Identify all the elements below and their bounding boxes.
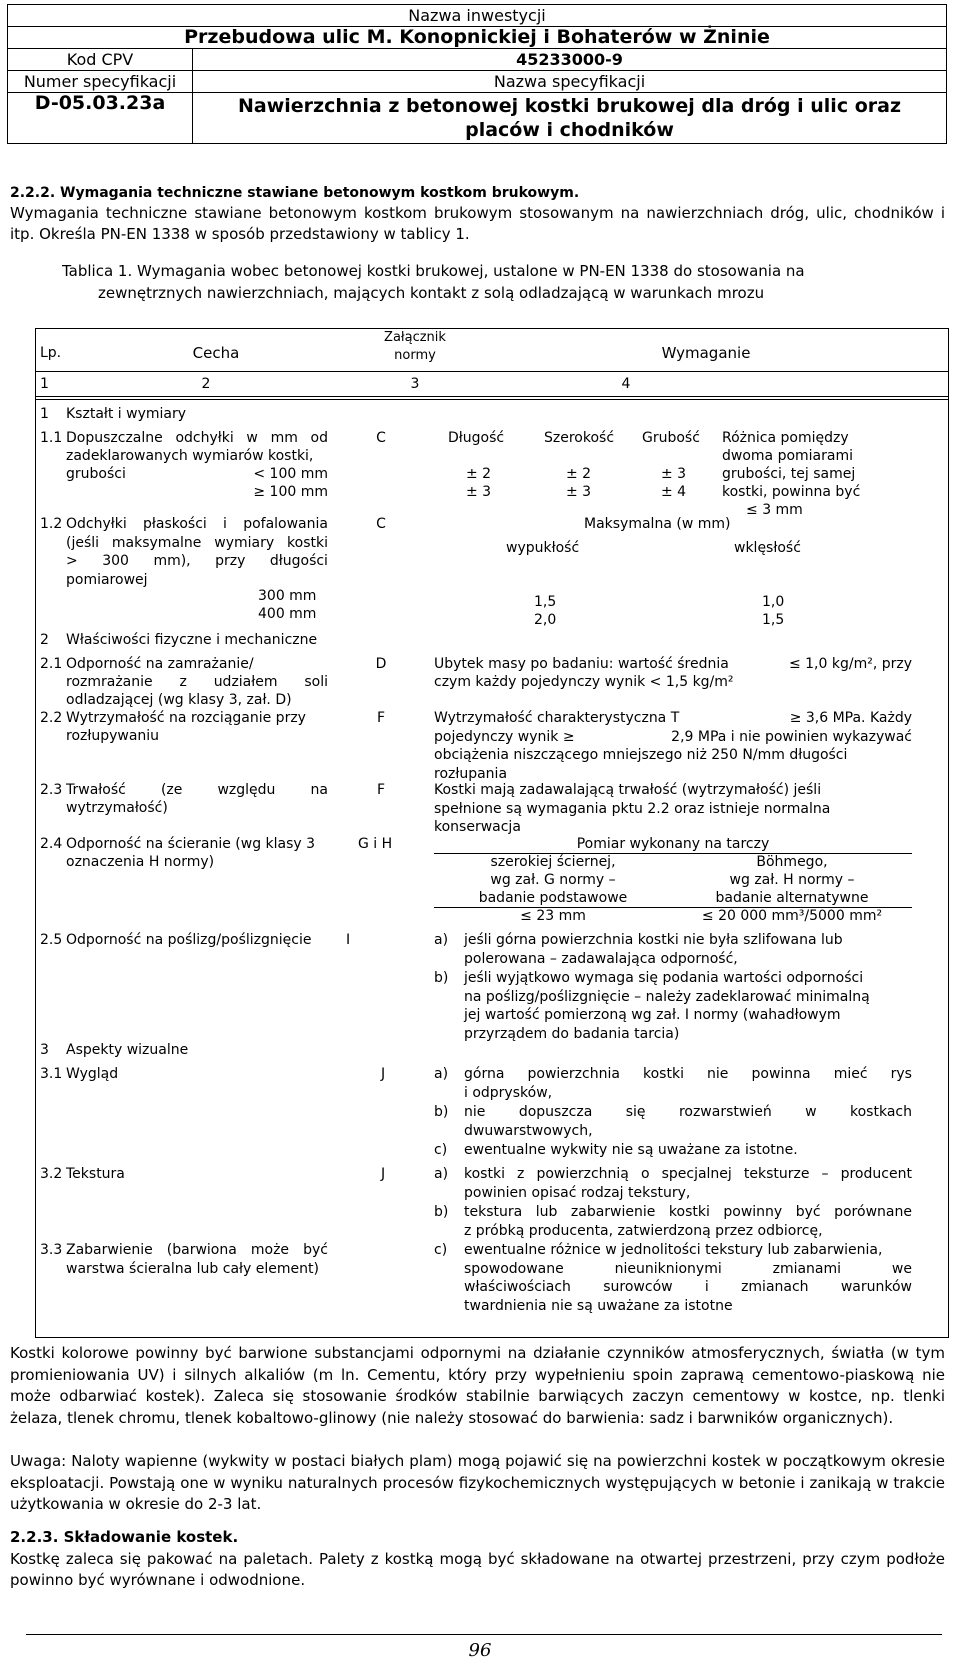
row-1-2-wkleslosc: wklęsłość [734,540,801,556]
row-2-4-a-line3: badanie podstawowe [478,890,628,906]
col-header-wymaganie: Wymaganie [661,344,751,362]
row-2-3-wym-line1: Kostki mają zadawalającą trwałość (wytrzymałość) jeśli [434,782,822,798]
row-3-2-a-label: a) [434,1166,449,1182]
row-2-5-lp: 2.5 [40,932,63,948]
col-header-cecha: Cecha [192,344,240,362]
col-num-2: 2 [201,376,211,392]
row-2-4-cecha [66,835,328,871]
row-1-1-v1b: ± 2 [566,466,592,482]
row-2-1-wym-line2: czym każdy pojedynczy wynik < 1,5 kg/m² [434,674,734,690]
row-3-3-c-label: c) [434,1242,448,1258]
row-2-4-zal: G i H [358,836,393,852]
numbering-line-double [36,399,948,400]
row-3-3-c-line4: twardnienia nie są uważane za istotne [464,1297,733,1314]
row-2-4-b-line3: badanie alternatywne [715,890,869,906]
row-1-2-400: 400 mm [258,606,317,622]
row-2-1-lp: 2.1 [40,656,63,672]
row-1-2-cecha-line4: pomiarowej [66,571,148,588]
row-3-3-c-line1: ewentualne różnice w jednolitości tekstury lub zabarwienia, [464,1242,883,1258]
roznica-line1: Różnica pomiędzy [722,430,849,446]
numer-specyfikacji: D-05.03.23a [8,93,193,144]
row-1-1-cecha-line3: grubości [66,466,126,482]
row-2-1-cecha-line1: Odporność na zamrażanie/ [66,656,254,672]
row-2-3-cecha-line2: wytrzymałość) [66,800,168,816]
row-2-4-b-val: 20 000 mm³/5000 mm² [718,908,883,924]
row-2-4-a-line1: szerokiej ściernej, [490,854,616,870]
row-2-5-b-text [464,969,914,1043]
row-1-1-zal: C [376,430,386,446]
row-3-1-a-text: górna powierzchnia kostki nie powinna mieć rys i odprysków, [464,1066,912,1101]
group-2-lp: 2 [40,632,49,648]
row-1-1-cecha: Dopuszczalne odchyłki w mm od zadeklarowanych wymiarów kostki, grubości < 100 mm ≥ 100 mm [66,430,328,500]
row-2-5-cecha: Odporność na poślizg/poślizgnięcie [66,932,312,948]
section-222-heading: 2.2.2. Wymagania techniczne stawiane betonowym kostkom brukowym. [10,185,580,201]
row-2-4-cecha-line1: Odporność na ścieranie (wg klasy 3 [66,836,316,852]
row-2-5-a-line1: jeśli górna powierzchnia kostki nie była szlifowana lub [464,932,843,948]
ge-symbol: ≥ [253,484,266,500]
row-3-3-cecha-line2: warstwa ścieralna lub cały element) [66,1260,319,1277]
row-1-1-ge100: 100 mm [269,484,328,500]
row-2-1-wym-line1b: 1,0 kg/m², przy [805,656,912,672]
row-3-1-a-label: a) [434,1066,449,1082]
row-2-3-zal: F [376,782,386,798]
row-2-5-zal: I [346,932,351,948]
section-223-paragraph: Kostkę zaleca się pakować na paletach. Palety z kostką mogą być składowane na otwartej przestrzeni, przy czym podłoże powinno być wyrównane i odwodnione. [10,1550,945,1589]
group-1-title: Kształt i wymiary [66,406,187,422]
row-2-3-lp: 2.3 [40,782,63,798]
row-2-5-b-line1: jeśli wyjątkowo wymaga się podania wartości odporności [464,970,864,986]
row-2-4-cecha-line2: oznaczenia H normy) [66,854,215,870]
nazwa-specyfikacji: Nawierzchnia z betonowej kostki brukowej dla dróg i ulic oraz placów i chodników [193,93,947,144]
roznica-line4: kostki, powinna być [722,484,861,500]
row-2-1-cecha-line3: odladzającej (wg klasy 3, zał. D) [66,692,292,708]
row-1-1-v2a: ± 3 [466,484,492,500]
row-2-3-wym-line2: spełnione są wymagania pktu 2.2 oraz istnieje normalna [434,800,831,817]
row-2-5-b-line3: jej wartość pomierzoną wg zał. I normy (wahadłowym [464,1007,841,1023]
kolorowe-paragraph: Kostki kolorowe powinny być barwione substancjami odpornymi na działanie czynników atmosferycznych, światła (w tym promieniowania UV) i silnych alkaliów (m ln. Cementu, który przy wypełnieniu spoin zaprawą cementowo-piaskową nie może odbarwiać kostek). Zaleca się stosowanie środków stabilnie barwiących zaczyn cementowy w kostce, np. tlenki żelaza, tlenek chromu, tlenek kobaltowo-glinowy (nie należy stosować do barwienia: sadz i barwników organicznych). [10,1344,945,1427]
row-3-2-cecha: Tekstura [66,1166,125,1182]
row-3-1-lp: 3.1 [40,1066,63,1082]
row-1-1-dlugosc: Długość [448,430,505,446]
row-2-2-wym-line3: obciążenia niszczącego mniejszego niż 250 N/mm długości [434,747,848,763]
row-2-2-wym-line1a: Wytrzymałość charakterystyczna T [434,710,680,726]
row-1-2-v2a: 2,0 [534,612,557,628]
col-header-zalacznik: Załącznik normy [384,330,446,363]
header-line [36,371,948,372]
row-2-4-pomiar: Pomiar wykonany na tarczy [576,836,770,852]
col-header-lp: Lp. [40,345,62,361]
row-2-5-a-line2: polerowana – zadawalająca odporność, [464,950,738,967]
row-1-1-roznica [722,429,860,519]
row-3-3-c-text: ewentualne różnice w jednolitości tekstury lub zabarwienia, spowodowane nieuniknionymi zmianami we właściwościach surowców i zmianach warunków twardnienia nie są uważane za istotne [464,1242,912,1314]
nazwa-specyfikacji-label: Nazwa specyfikacji [193,71,947,93]
row-2-2-lp: 2.2 [40,710,63,726]
le-symbol: ≤ [701,908,714,924]
row-2-4-a-val: 23 mm [536,908,586,924]
page-number: 96 [468,1640,492,1661]
row-1-2-300: 300 mm [258,588,317,604]
ge-symbol: ≥ [789,710,802,726]
col-num-4: 4 [621,376,631,392]
row-2-4-a-line2: wg zał. G normy – [490,872,616,888]
numbering-line [36,396,948,397]
row-2-2-zal: F [376,710,386,726]
row-2-4-lp: 2.4 [40,836,63,852]
row-1-1-v1c: ± 3 [661,466,687,482]
kod-cpv-label: Kod CPV [8,49,193,71]
row-2-5-b-line4: przyrządem do badania tarcia) [464,1025,680,1042]
row-1-2-lp: 1.2 [40,516,63,532]
row-1-2-v1b: 1,0 [762,594,785,610]
roznica-line2: dwoma pomiarami [722,448,853,464]
row-3-1-c-text: ewentualne wykwity nie są uważane za istotne. [464,1142,798,1158]
row-2-2-cecha-line1: Wytrzymałość na rozciąganie przy [66,710,306,726]
uwaga-paragraph: Uwaga: Naloty wapienne (wykwity w postaci białych plam) mogą pojawić się na powierzchni kostek w początkowym okresie eksploatacji. Powstają one w wyniku naturalnych procesów fizykochemicznych występujących w betonie i zanikają w trakcie użytkowania w okresie do 2-3 lat. [10,1452,945,1513]
requirements-table [35,328,949,1338]
row-2-4-col-b [672,853,912,907]
row-3-2-a-line2: powinien opisać rodzaj tekstury, [464,1184,691,1201]
row-3-1-b-text: nie dopuszcza się rozwarstwień w kostkach dwuwarstwowych, [464,1104,912,1139]
col-num-1: 1 [40,376,49,392]
row-1-1-cecha-line2: zadeklarowanych wymiarów kostki, [66,448,314,464]
row-3-2-b-line2: z próbką producenta, zatwierdzoną przez odbiorcę, [464,1222,823,1239]
le-symbol: ≤ [746,502,758,518]
row-1-1-grubosc: Grubość [642,430,700,446]
row-2-1-cecha: Odporność na zamrażanie/ rozmrażanie z udziałem soli odladzającej (wg klasy 3, zał. D) [66,656,328,708]
row-2-2-cecha-line2: rozłupywaniu [66,728,160,744]
ge-symbol: ≥ [562,728,575,745]
group-2-title: Właściwości fizyczne i mechaniczne [66,632,318,648]
row-2-4-b-line2: wg zał. H normy – [729,872,855,888]
row-3-2-zal: J [381,1166,386,1182]
row-3-1-a-line2: i odprysków, [464,1084,553,1101]
row-2-4-a-val-cell [434,907,672,926]
row-3-2-b-text: tekstura lub zabarwienie kostki powinny być porównane z próbką producenta, zatwierdzoną przez odbiorcę, [464,1204,912,1239]
row-2-3-cecha: Trwałość (ze względu na wytrzymałość) [66,782,328,816]
row-2-1-wymaganie [434,655,912,691]
roznica-line5: 3 mm [762,502,803,518]
section-223-heading: 2.2.3. Składowanie kostek. [10,1528,239,1546]
row-1-1-lt100: < 100 mm [253,466,328,482]
group-3-title: Aspekty wizualne [66,1042,189,1058]
col-num-3: 3 [410,376,420,392]
row-3-3-lp: 3.3 [40,1242,63,1258]
group-3-lp: 3 [40,1042,49,1058]
row-2-5-a-label: a) [434,932,449,948]
row-3-1-cecha: Wygląd [66,1066,119,1082]
row-3-1-c-label: c) [434,1142,448,1158]
row-3-1-zal: J [381,1066,386,1082]
row-1-2-maks: Maksymalna (w mm) [584,516,731,532]
row-2-4-col-a [434,853,672,907]
row-2-2-wymaganie [434,709,912,783]
footer-line [26,1634,942,1635]
row-1-1-lp: 1.1 [40,430,63,446]
section-222-paragraph: Wymagania techniczne stawiane betonowym kostkom brukowym stosowanym na nawierzchniach dróg, ulic, chodników i itp. Określa PN-EN 1338 w sposób przedstawiony w tablicy 1. [10,204,945,243]
row-1-2-v2b: 1,5 [762,612,785,628]
nazwa-inwestycji-label: Nazwa inwestycji [8,5,947,27]
kod-cpv: 45233000-9 [193,49,947,71]
row-1-2-wypuklosc: wypukłość [506,540,580,556]
row-3-3-cecha: Zabarwienie (barwiona może być warstwa ścieralna lub cały element) [66,1242,328,1277]
row-3-1-b-label: b) [434,1104,449,1120]
row-3-2-lp: 3.2 [40,1166,63,1182]
row-3-1-b-line2: dwuwarstwowych, [464,1122,593,1139]
header-table [7,4,947,144]
row-2-3-wymaganie [434,781,912,837]
row-1-1-v1a: ± 2 [466,466,492,482]
row-2-2-cecha [66,709,328,745]
roznica-line3: grubości, tej samej [722,466,856,482]
le-symbol: ≤ [788,656,801,672]
row-2-2-wym-line4: rozłupania [434,765,508,782]
row-2-1-wym-line1: Ubytek masy po badaniu: wartość średnia [434,656,729,672]
row-2-2-wym-line2a: pojedynczy wynik [434,728,559,745]
group-1-lp: 1 [40,406,49,422]
row-2-5-b-line2: na poślizg/poślizgnięcie – należy zadeklarować minimalną [464,988,870,1005]
table-caption-line2: zewnętrznych nawierzchniach, mających kontakt z solą odladzającą w warunkach mrozu [98,284,765,302]
row-3-2-b-label: b) [434,1204,449,1220]
row-2-2-wym-line1b: 3,6 MPa. Każdy [805,710,912,726]
row-1-2-v1a: 1,5 [534,594,557,610]
row-2-5-a-text [464,931,914,968]
row-1-2-cecha: Odchyłki płaskości i pofalowania (jeśli maksymalne wymiary kostki > 300 mm), przy długości pomiarowej [66,516,328,588]
row-2-1-zal: D [375,656,387,672]
le-symbol: ≤ [520,908,532,924]
row-3-2-a-text: kostki z powierzchnią o specjalnej teksturze – producent powinien opisać rodzaj tekstury, [464,1166,912,1201]
numer-specyfikacji-label: Numer specyfikacji [8,71,193,93]
row-2-4-b-val-cell [672,907,912,926]
row-1-1-v2b: ± 3 [566,484,592,500]
row-1-1-v2c: ± 4 [661,484,687,500]
row-2-5-b-label: b) [434,970,449,986]
table-caption-line1: Tablica 1. Wymagania wobec betonowej kostki brukowej, ustalone w PN-EN 1338 do stosowania na [62,262,805,280]
row-2-2-wym-line2b: 2,9 MPa i nie powinien wykazywać [671,728,912,745]
row-1-2-zal: C [376,516,386,532]
row-2-4-b-line1: Böhmego, [756,854,828,870]
row-2-3-wym-line3: konserwacja [434,819,521,835]
nazwa-inwestycji: Przebudowa ulic M. Konopnickiej i Bohaterów w Żninie [8,27,947,49]
row-1-1-szerokosc: Szerokość [544,430,615,446]
